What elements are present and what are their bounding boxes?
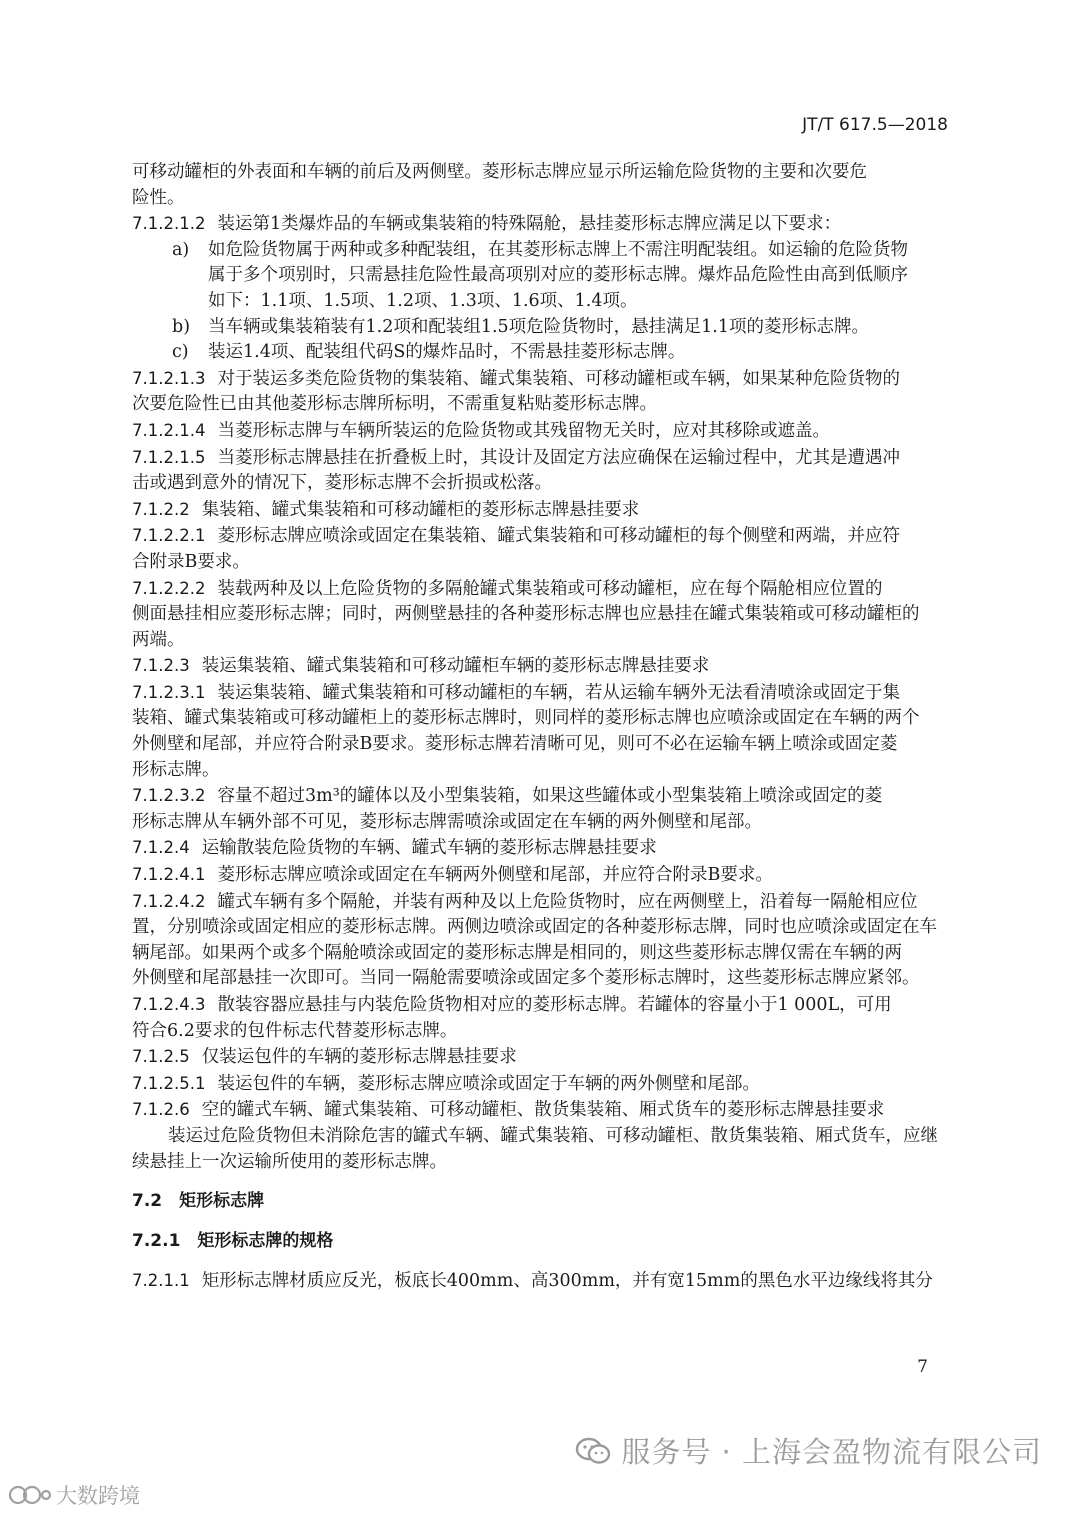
line-text: 如下：1.1项、1.5项、1.2项、1.3项、1.6项、1.4项。 <box>208 290 638 311</box>
text-line <box>132 418 948 445</box>
text-line <box>132 680 948 707</box>
text-line <box>132 862 948 889</box>
text-line <box>132 783 948 810</box>
line-text: 当菱形标志牌与车辆所装运的危险货物或其残留物无关时，应对其移除或遮盖。 <box>217 420 830 441</box>
text-line <box>132 366 948 393</box>
text-line <box>132 941 948 967</box>
line-text: 集装箱、罐式集装箱和可移动罐柜的菱形标志牌悬挂要求 <box>201 499 640 520</box>
line-text: 装载两种及以上危险货物的多隔舱罐式集装箱或可移动罐柜，应在每个隔舱相应位置的 <box>217 578 883 599</box>
text-line <box>132 550 948 576</box>
text-line <box>132 1268 948 1295</box>
text-line <box>132 706 948 732</box>
clause-number: 7.1.2.5.1 <box>132 1073 206 1093</box>
clause-number: 7.1.2.6 <box>132 1100 190 1120</box>
line-text: 可移动罐柜的外表面和车辆的前后及两侧壁。菱形标志牌应显示所运输危险货物的主要和次要危 <box>132 162 867 182</box>
platform-logo-icon <box>8 1483 52 1507</box>
line-text: 散装容器应悬挂与内装危险货物相对应的菱形标志牌。若罐体的容量小于1 000L，可用 <box>217 995 892 1015</box>
line-text: 对于装运多类危险货物的集装箱、罐式集装箱、可移动罐柜或车辆，如果某种危险货物的 <box>217 368 900 389</box>
line-text: 外侧壁和尾部悬挂一次即可。当同一隔舱需要喷涂或固定多个菱形标志牌时，这些菱形标志牌应紧邻。 <box>132 968 920 989</box>
clause-number: 7.2.1.1 <box>132 1271 190 1291</box>
list-marker: b) <box>172 316 191 337</box>
document-code: JT/T 617.5—2018 <box>802 115 948 135</box>
line-text: 置，分别喷涂或固定相应的菱形标志牌。两侧边喷涂或固定的各种菱形标志牌，同时也应喷涂或固定在车 <box>132 917 937 938</box>
text-line <box>132 915 948 941</box>
line-text: 外侧壁和尾部，并应符合附录B要求。菱形标志牌若清晰可见，则可不必在运输车辆上喷涂或固定菱 <box>132 734 898 755</box>
text-line <box>132 1229 948 1255</box>
section-heading: 7.2 矩形标志牌 <box>132 1191 265 1212</box>
text-line <box>132 1150 948 1176</box>
section-gap <box>132 1215 948 1229</box>
line-text: 侧面悬挂相应菱形标志牌；同时，两侧壁悬挂的各种菱形标志牌也应悬挂在罐式集装箱或可移动罐柜的 <box>132 604 920 625</box>
text-line <box>132 471 948 497</box>
line-text: 续悬挂上一次运输所使用的菱形标志牌。 <box>132 1151 447 1172</box>
text-line <box>132 445 948 472</box>
text-line <box>132 758 948 784</box>
line-text: 次要危险性已由其他菱形标志牌所标明，不需重复粘贴菱形标志牌。 <box>132 394 657 415</box>
text-line <box>132 523 948 550</box>
section-gap <box>132 1254 948 1268</box>
text-line <box>132 1124 948 1150</box>
clause-number: 7.1.2.1.3 <box>132 368 206 388</box>
text-line <box>132 992 948 1019</box>
line-text: 两端。 <box>132 629 185 650</box>
clause-number: 7.1.2.2 <box>132 499 190 519</box>
line-text: 合附录B要求。 <box>132 551 250 572</box>
watermark-right-text: 服务号 · 上海会盈物流有限公司 <box>621 1435 1042 1469</box>
line-text: 容量不超过3m³的罐体以及小型集装箱，如果这些罐体或小型集装箱上喷涂或固定的菱 <box>217 786 883 807</box>
section-gap <box>132 1175 948 1189</box>
clause-number: 7.1.2.2.1 <box>132 526 206 546</box>
clause-number: 7.1.2.4 <box>132 838 190 858</box>
text-line <box>132 289 948 315</box>
line-text: 装运第1类爆炸品的车辆或集装箱的特殊隔舱，悬挂菱形标志牌应满足以下要求： <box>217 214 842 235</box>
clause-number: 7.1.2.1.5 <box>132 447 206 467</box>
line-text: 形标志牌。 <box>132 759 220 780</box>
text-line <box>132 238 948 264</box>
section-heading: 7.2.1 矩形标志牌的规格 <box>132 1230 334 1251</box>
line-text: 装箱、罐式集装箱或可移动罐柜上的菱形标志牌时，则同样的菱形标志牌也应喷涂或固定在车辆的两个 <box>132 708 920 729</box>
line-text: 险性。 <box>132 187 185 208</box>
clause-number: 7.1.2.4.3 <box>132 995 206 1014</box>
clause-number: 7.1.2.5 <box>132 1047 190 1067</box>
text-line <box>132 160 948 186</box>
watermark-service-account <box>575 1430 1042 1471</box>
text-line <box>132 1019 948 1045</box>
clause-number: 7.1.2.1.2 <box>132 214 206 234</box>
text-line <box>132 263 948 289</box>
text-line <box>132 732 948 758</box>
line-text: 菱形标志牌应喷涂或固定在集装箱、罐式集装箱和可移动罐柜的每个侧壁和两端，并应符 <box>217 526 900 547</box>
line-text: 空的罐式车辆、罐式集装箱、可移动罐柜、散货集装箱、厢式货车的菱形标志牌悬挂要求 <box>201 1100 885 1121</box>
line-text: 装运集装箱、罐式集装箱和可移动罐柜车辆的菱形标志牌悬挂要求 <box>201 656 710 677</box>
text-line <box>132 1189 948 1215</box>
line-text: 罐式车辆有多个隔舱，并装有两种及以上危险货物时，应在两侧壁上，沿着每一隔舱相应位 <box>217 891 918 912</box>
clause-number: 7.1.2.3 <box>132 656 190 676</box>
text-line <box>132 1044 948 1071</box>
text-line <box>132 392 948 418</box>
text-line <box>132 576 948 603</box>
list-marker: a) <box>172 239 190 260</box>
text-line <box>132 628 948 654</box>
line-text: 装运1.4项、配装组代码S的爆炸品时，不需悬挂菱形标志牌。 <box>208 342 686 363</box>
text-line <box>132 653 948 680</box>
line-text: 属于多个项别时，只需悬挂危险性最高项别对应的菱形标志牌。爆炸品危险性由高到低顺序 <box>208 265 908 286</box>
line-text: 运输散装危险货物的车辆、罐式车辆的菱形标志牌悬挂要求 <box>201 838 657 859</box>
text-line <box>132 1071 948 1098</box>
text-line <box>132 966 948 992</box>
line-text: 仅装运包件的车辆的菱形标志牌悬挂要求 <box>201 1047 517 1068</box>
text-line <box>132 186 948 212</box>
document-body <box>132 160 948 1295</box>
text-line <box>132 810 948 836</box>
text-line <box>132 340 948 366</box>
line-text: 当菱形标志牌悬挂在折叠板上时，其设计及固定方法应确保在运输过程中，尤其是遭遇冲 <box>217 447 900 468</box>
page-number: 7 <box>917 1357 928 1377</box>
text-line <box>132 1097 948 1124</box>
line-text: 辆尾部。如果两个或多个隔舱喷涂或固定的菱形标志牌是相同的，则这些菱形标志牌仅需在车辆的两 <box>132 942 902 963</box>
list-marker: c) <box>172 342 189 363</box>
line-text: 装运集装箱、罐式集装箱和可移动罐柜的车辆，若从运输车辆外无法看清喷涂或固定于集 <box>217 682 900 703</box>
watermark-platform <box>8 1480 140 1510</box>
watermark-left-text: 大数跨境 <box>56 1484 140 1508</box>
line-text: 矩形标志牌材质应反光，板底长400mm、高300mm，并有宽15mm的黑色水平边缘线将其分 <box>201 1271 933 1292</box>
line-text: 装运包件的车辆，菱形标志牌应喷涂或固定于车辆的两外侧壁和尾部。 <box>217 1073 760 1094</box>
text-line <box>132 835 948 862</box>
line-text: 形标志牌从车辆外部不可见，菱形标志牌需喷涂或固定在车辆的两外侧壁和尾部。 <box>132 811 762 832</box>
clause-number: 7.1.2.4.1 <box>132 865 206 885</box>
text-line <box>132 211 948 238</box>
clause-number: 7.1.2.1.4 <box>132 420 206 440</box>
line-text: 符合6.2要求的包件标志代替菱形标志牌。 <box>132 1020 458 1041</box>
text-line <box>132 497 948 524</box>
line-text: 当车辆或集装箱装有1.2项和配装组1.5项危险货物时，悬挂满足1.1项的菱形标志牌。 <box>208 316 869 337</box>
text-line <box>132 602 948 628</box>
line-text: 装运过危险货物但未消除危害的罐式车辆、罐式集装箱、可移动罐柜、散货集装箱、厢式货车，应继 <box>168 1125 938 1146</box>
clause-number: 7.1.2.2.2 <box>132 578 206 598</box>
clause-number: 7.1.2.4.2 <box>132 891 206 911</box>
clause-number: 7.1.2.3.2 <box>132 786 206 806</box>
line-text: 击或遇到意外的情况下，菱形标志牌不会折损或松落。 <box>132 473 552 494</box>
clause-number: 7.1.2.3.1 <box>132 682 206 702</box>
wechat-icon <box>575 1437 611 1465</box>
line-text: 菱形标志牌应喷涂或固定在车辆两外侧壁和尾部，并应符合附录B要求。 <box>217 865 773 886</box>
text-line <box>132 315 948 341</box>
line-text: 如危险货物属于两种或多种配装组，在其菱形标志牌上不需注明配装组。如运输的危险货物 <box>208 239 908 260</box>
text-line <box>132 889 948 916</box>
